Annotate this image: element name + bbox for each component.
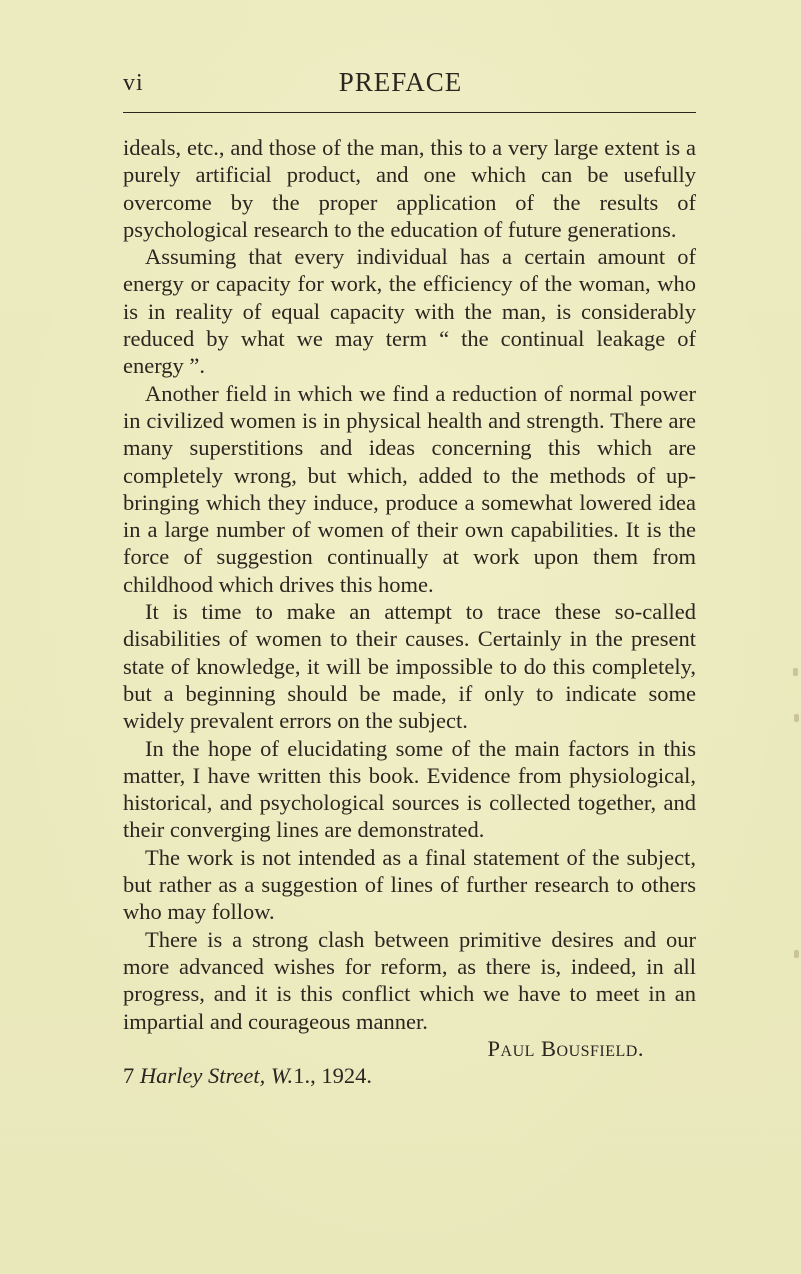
author-address bbox=[123, 1062, 696, 1089]
author-signature: Paul Bousfield. bbox=[487, 1035, 644, 1061]
paragraph: The work is not intended as a final statement of the subject, but rather as a suggestion of lines of further research to others who may follow. bbox=[123, 844, 696, 925]
header-rule bbox=[123, 112, 696, 113]
page-speck bbox=[794, 714, 799, 722]
paragraph: There is a strong clash between primitive desires and our more advanced wishes for reform, as there is, indeed, in all progress, and it is this conflict which we have to meet in an impartial and courageous manner. bbox=[123, 926, 696, 1034]
address-year: , 1924. bbox=[310, 1063, 372, 1089]
running-head-title: PREFACE bbox=[338, 67, 463, 97]
page-speck bbox=[794, 950, 799, 958]
address-street: Harley Street, W. bbox=[139, 1063, 294, 1089]
address-number: 7 bbox=[123, 1063, 135, 1089]
preface-body bbox=[123, 134, 696, 1089]
page-number: vi bbox=[123, 70, 144, 96]
address-district: 1. bbox=[293, 1063, 311, 1089]
paragraph: In the hope of elucidating some of the main factors in this matter, I have written this book. Evidence from physiological, historical, and psychological sources is collected together, and their converging lines are demonstrated. bbox=[123, 735, 696, 843]
page-speck bbox=[793, 668, 798, 676]
paragraph: Another field in which we find a reduction of normal power in civilized women is in physical health and strength. There are many superstitions and ideas concerning this which are completely wrong, but which, added to the methods of up-bringing which they induce, produce a somewhat lowered idea in a large number of women of their own capabilities. It is the force of suggestion continually at work upon them from childhood which drives this home. bbox=[123, 380, 696, 597]
paragraph-continued: ideals, etc., and those of the man, this to a very large extent is a purely artificial product, and one which can be usefully overcome by the proper application of the results of psychological research to the education of future generations. bbox=[123, 135, 696, 242]
paragraph: Assuming that every individual has a certain amount of energy or capacity for work, the efficiency of the woman, who is in reality of equal capacity with the man, is considerably reduced by what we may term “ the continual leakage of energy ”. bbox=[123, 244, 696, 379]
paragraph: It is time to make an attempt to trace these so-called disabilities of women to their causes. Certainly in the present state of knowledge, it will be impossible to do this completely, but a beginning should be made, if only to indicate some widely prevalent errors on the subject. bbox=[123, 599, 696, 734]
